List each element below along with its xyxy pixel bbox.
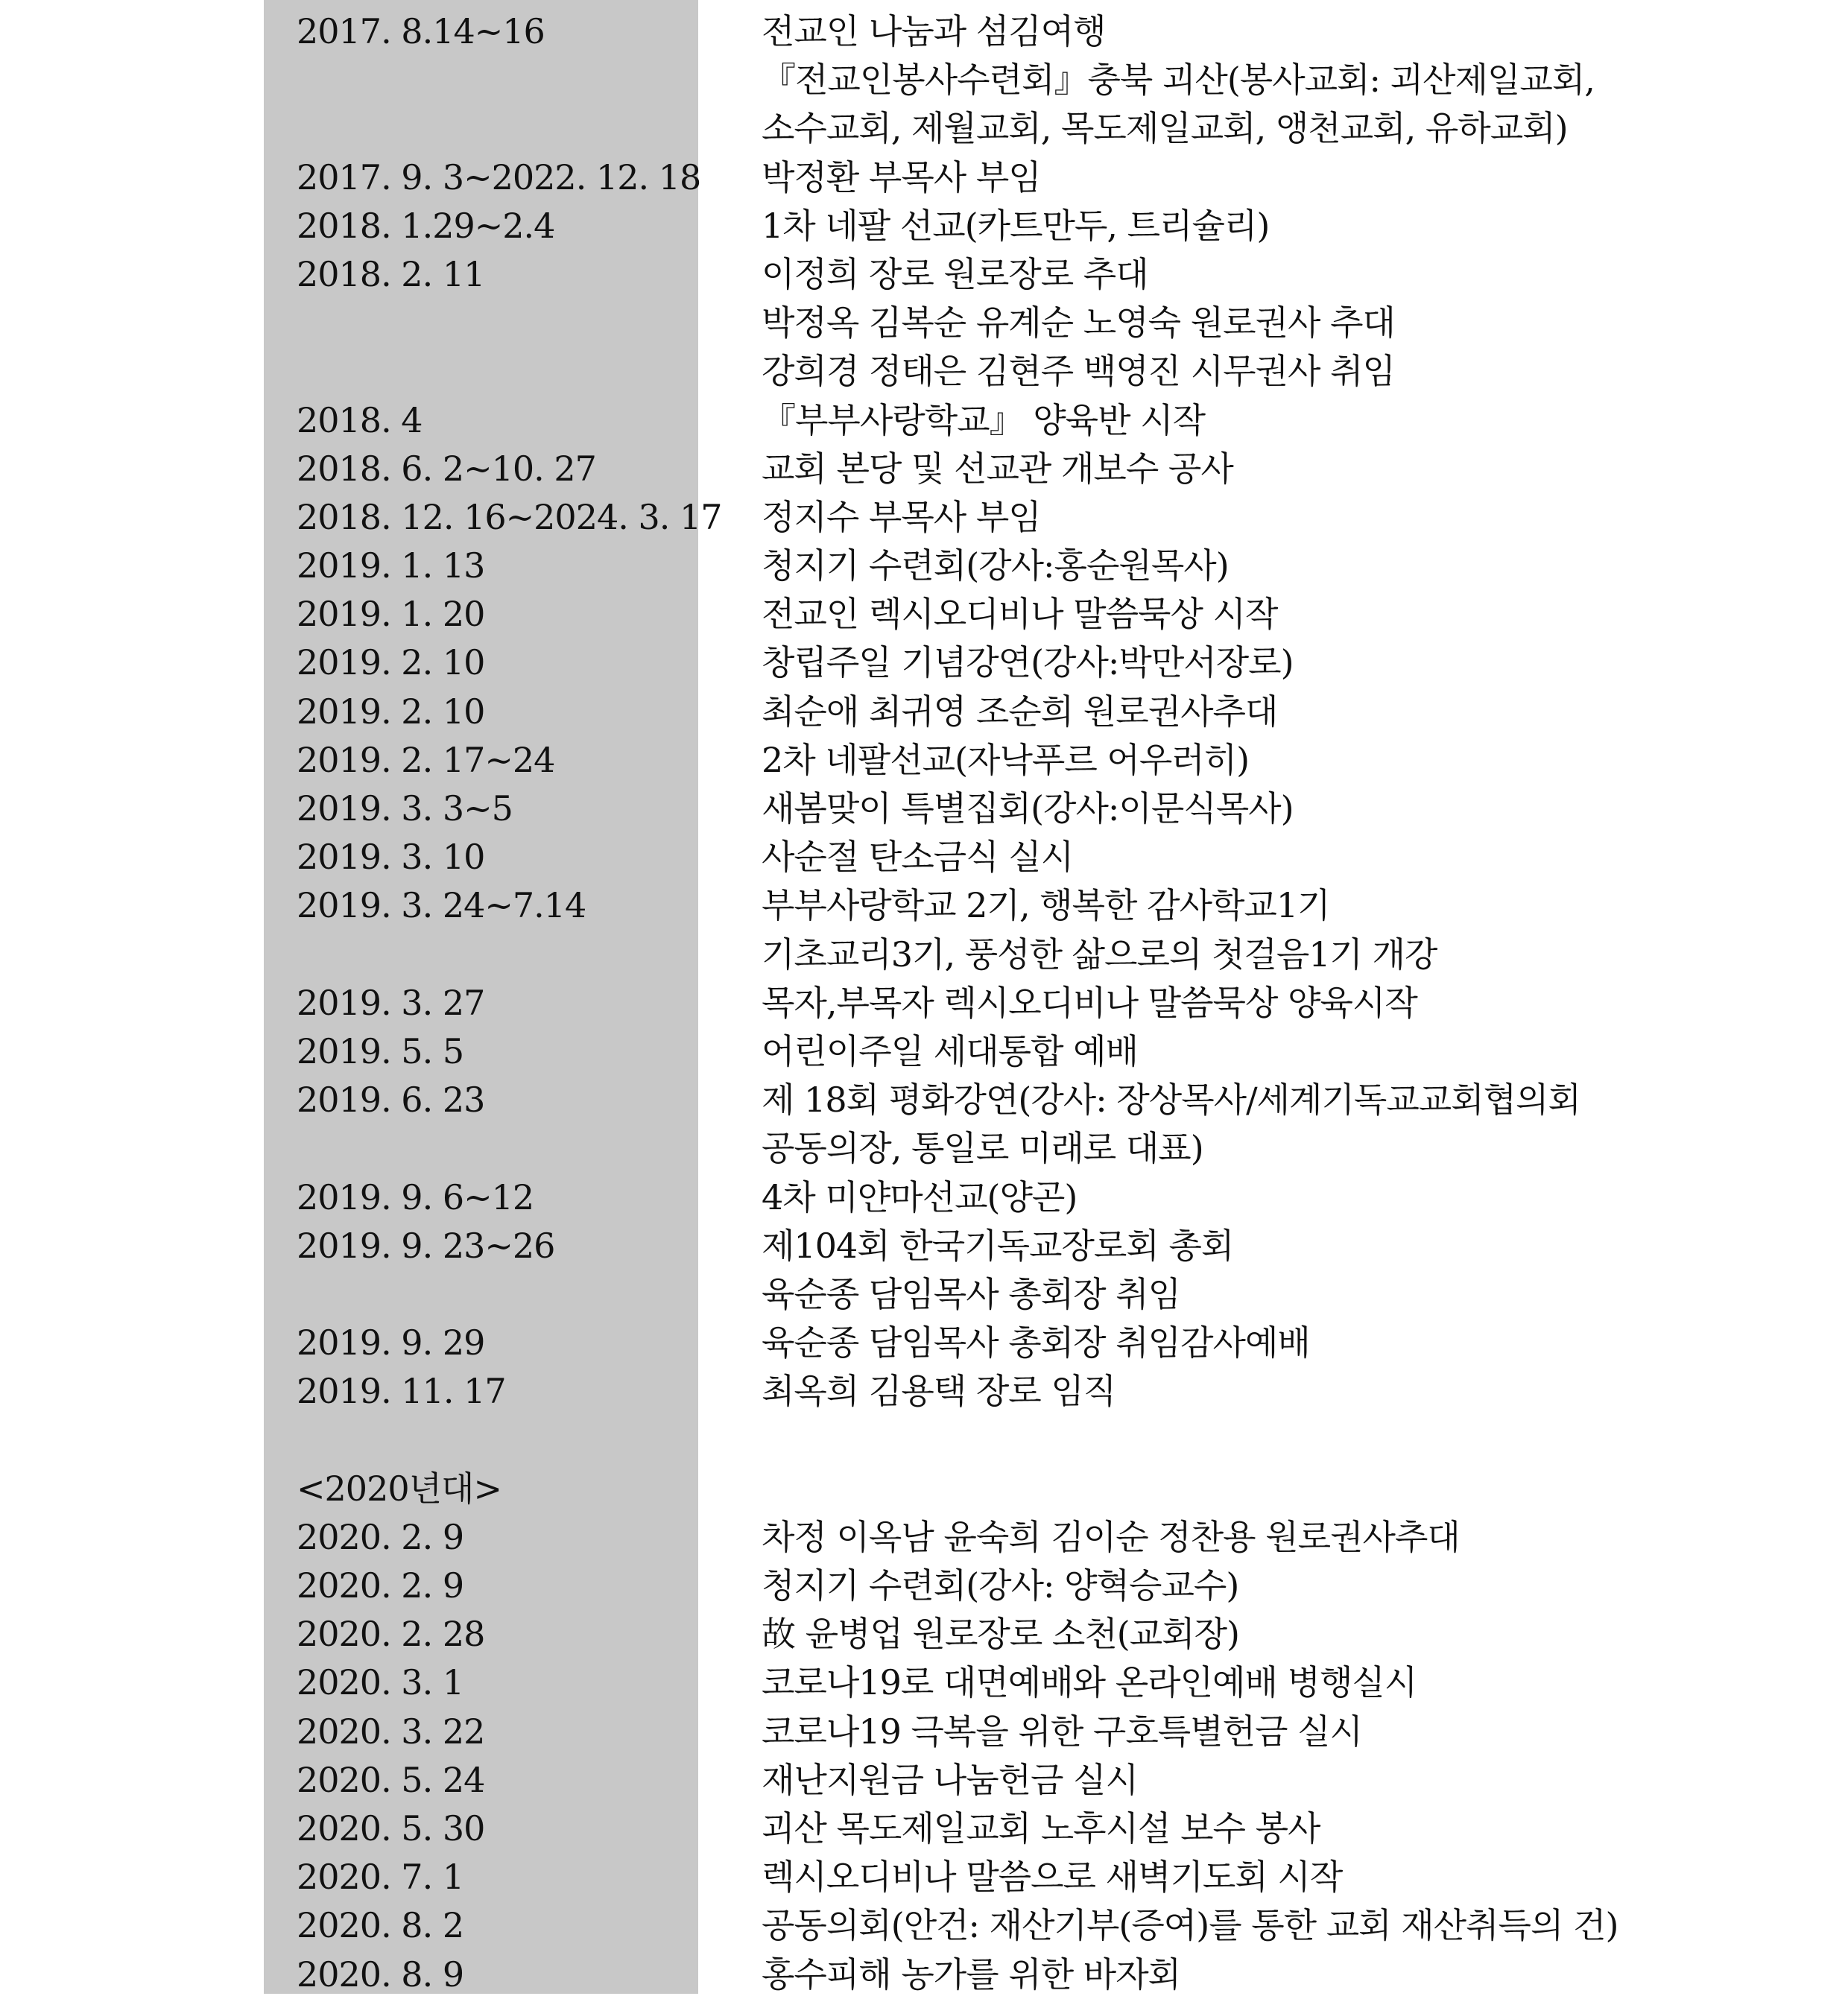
timeline-row (0, 979, 1848, 1027)
timeline-row (0, 688, 1848, 736)
timeline-row (0, 1853, 1848, 1901)
church-history-timeline (0, 7, 1848, 1999)
timeline-row (0, 785, 1848, 833)
timeline-row (0, 153, 1848, 202)
event-description: 『부부사랑학교』 양육반 시작 (762, 399, 1206, 440)
event-description: 『전교인봉사수련회』충북 괴산(봉사교회: 괴산제일교회, (762, 60, 1595, 101)
event-description: 기초교리3기, 풍성한 삶으로의 첫걸음1기 개강 (762, 934, 1437, 975)
event-description: 최옥희 김용택 장로 임직 (762, 1371, 1116, 1412)
event-description: 사순절 탄소금식 실시 (762, 837, 1074, 878)
event-description: 故 윤병업 원로장로 소천(교회장) (762, 1614, 1239, 1655)
event-date: 2019. 9. 29 (297, 1322, 485, 1363)
event-description: 재난지원금 나눔헌금 실시 (762, 1759, 1139, 1800)
event-description: 정지수 부목사 부임 (762, 496, 1041, 537)
event-description: 교회 본당 및 선교관 개보수 공사 (762, 448, 1233, 489)
timeline-row (0, 590, 1848, 639)
event-date: 2020. 5. 30 (297, 1808, 485, 1848)
event-description: 차정 이옥남 윤숙희 김이순 정찬용 원로권사추대 (762, 1516, 1460, 1557)
event-date: 2019. 2. 17~24 (297, 739, 555, 780)
event-date: 2018. 6. 2~10. 27 (297, 448, 596, 489)
timeline-row (0, 1610, 1848, 1659)
event-date: 2019. 3. 10 (297, 837, 485, 878)
timeline-row (0, 1173, 1848, 1222)
timeline-row (0, 493, 1848, 542)
timeline-row (0, 104, 1848, 153)
event-description: 육순종 담임목사 총회장 취임 (762, 1273, 1181, 1314)
decade-heading: <2020년대> (297, 1468, 502, 1509)
event-date: 2020. 3. 22 (297, 1711, 485, 1752)
event-description: 괴산 목도제일교회 노후시설 보수 봉사 (762, 1808, 1320, 1848)
event-description: 코로나19로 대면예배와 온라인예배 병행실시 (762, 1662, 1417, 1703)
event-date: 2020. 3. 1 (297, 1662, 464, 1703)
timeline-row (0, 1513, 1848, 1562)
event-date: 2019. 3. 24~7.14 (297, 885, 586, 926)
event-date: 2019. 2. 10 (297, 691, 485, 732)
event-description: 목자,부목자 렉시오디비나 말씀묵상 양육시작 (762, 982, 1417, 1023)
event-description: 부부사랑학교 2기, 행복한 감사학교1기 (762, 885, 1330, 926)
event-date: 2020. 5. 24 (297, 1759, 485, 1800)
event-date: 2019. 5. 5 (297, 1030, 464, 1071)
event-date: 2020. 7. 1 (297, 1857, 464, 1898)
timeline-row (0, 347, 1848, 396)
event-date: 2020. 2. 9 (297, 1516, 464, 1557)
timeline-row (0, 1319, 1848, 1367)
event-date: 2019. 1. 20 (297, 594, 485, 635)
timeline-row (0, 931, 1848, 979)
timeline-row (0, 639, 1848, 687)
timeline-row (0, 1756, 1848, 1805)
timeline-row (0, 56, 1848, 104)
section-spacer (0, 1416, 1848, 1464)
timeline-row (0, 1124, 1848, 1173)
event-description: 소수교회, 제월교회, 목도제일교회, 앵천교회, 유하교회) (762, 108, 1568, 149)
event-description: 육순종 담임목사 총회장 취임감사예배 (762, 1322, 1310, 1363)
event-description: 새봄맞이 특별집회(강사:이문식목사) (762, 788, 1294, 829)
event-date: 2018. 12. 16~2024. 3. 17 (297, 496, 722, 537)
event-description: 박정환 부목사 부임 (762, 156, 1041, 197)
timeline-row (0, 1901, 1848, 1950)
timeline-row (0, 250, 1848, 299)
timeline-row (0, 1805, 1848, 1853)
timeline-row (0, 542, 1848, 590)
timeline-row (0, 1076, 1848, 1124)
event-description: 이정희 장로 원로장로 추대 (762, 253, 1148, 294)
event-description: 2차 네팔선교(자낙푸르 어우러히) (762, 739, 1250, 780)
event-description: 최순애 최귀영 조순희 원로권사추대 (762, 691, 1278, 732)
timeline-row (0, 1659, 1848, 1707)
event-description: 렉시오디비나 말씀으로 새벽기도회 시작 (762, 1857, 1343, 1898)
event-date: 2019. 6. 23 (297, 1080, 485, 1121)
timeline-row (0, 1562, 1848, 1610)
event-description: 강희경 정태은 김현주 백영진 시무권사 취임 (762, 351, 1395, 392)
event-description: 창립주일 기념강연(강사:박만서장로) (762, 642, 1294, 683)
event-description: 박정옥 김복순 유계순 노영숙 원로권사 추대 (762, 302, 1395, 343)
event-description: 제104회 한국기독교장로회 총회 (762, 1225, 1234, 1266)
event-date: 2018. 4 (297, 399, 423, 440)
timeline-row (0, 396, 1848, 445)
event-description: 제 18회 평화강연(강사: 장상목사/세계기독교교회협의회 (762, 1080, 1580, 1121)
event-description: 공동의회(안건: 재산기부(증여)를 통한 교회 재산취득의 건) (762, 1905, 1618, 1946)
timeline-row (0, 1951, 1848, 1999)
event-date: 2019. 2. 10 (297, 642, 485, 683)
event-description: 공동의장, 통일로 미래로 대표) (762, 1128, 1203, 1169)
timeline-row (0, 202, 1848, 250)
event-date: 2017. 8.14~16 (297, 11, 545, 51)
event-date: 2019. 9. 23~26 (297, 1225, 555, 1266)
event-date: 2020. 2. 28 (297, 1614, 485, 1655)
event-description: 청지기 수련회(강사: 양혁승교수) (762, 1565, 1239, 1606)
event-date: 2019. 11. 17 (297, 1371, 506, 1412)
event-description: 1차 네팔 선교(카트만두, 트리슐리) (762, 205, 1270, 246)
event-date: 2018. 2. 11 (297, 253, 485, 294)
timeline-row (0, 1708, 1848, 1756)
event-description: 전교인 나눔과 섬김여행 (762, 11, 1106, 51)
event-date: 2019. 1. 13 (297, 545, 485, 586)
event-date: 2017. 9. 3~2022. 12. 18 (297, 156, 701, 197)
timeline-row (0, 1027, 1848, 1076)
timeline-row (0, 1367, 1848, 1416)
event-date: 2018. 1.29~2.4 (297, 205, 555, 246)
section-heading-row (0, 1465, 1848, 1513)
timeline-row (0, 736, 1848, 785)
event-description: 전교인 렉시오디비나 말씀묵상 시작 (762, 594, 1278, 635)
event-description: 어린이주일 세대통합 예배 (762, 1030, 1139, 1071)
event-date: 2019. 9. 6~12 (297, 1176, 534, 1217)
event-description: 4차 미얀마선교(양곤) (762, 1176, 1078, 1217)
timeline-row (0, 833, 1848, 881)
event-description: 코로나19 극복을 위한 구호특별헌금 실시 (762, 1711, 1362, 1752)
timeline-row (0, 445, 1848, 493)
event-date: 2019. 3. 27 (297, 982, 485, 1023)
timeline-row (0, 7, 1848, 56)
timeline-row (0, 1270, 1848, 1319)
event-date: 2020. 8. 2 (297, 1905, 464, 1946)
event-description: 홍수피해 농가를 위한 바자회 (762, 1954, 1181, 1995)
timeline-row (0, 1222, 1848, 1270)
event-date: 2019. 3. 3~5 (297, 788, 513, 829)
event-date: 2020. 2. 9 (297, 1565, 464, 1606)
timeline-row (0, 299, 1848, 347)
timeline-row (0, 881, 1848, 930)
event-description: 청지기 수련회(강사:홍순원목사) (762, 545, 1229, 586)
event-date: 2020. 8. 9 (297, 1954, 464, 1995)
